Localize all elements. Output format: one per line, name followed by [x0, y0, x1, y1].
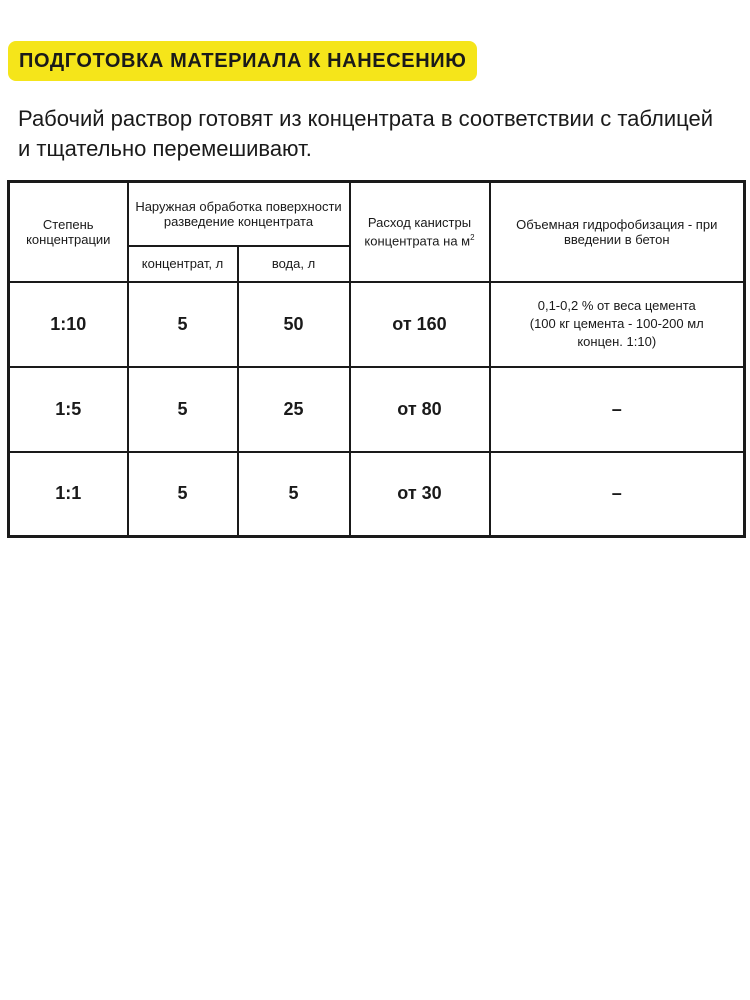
- section-title: ПОДГОТОВКА МАТЕРИАЛА К НАНЕСЕНИЮ: [19, 49, 467, 72]
- table-row: [9, 452, 745, 537]
- cell-consumption: от 30: [350, 452, 490, 537]
- header-degree: Степень концентрации: [9, 182, 128, 282]
- cell-volume-line: концен. 1:10): [577, 334, 657, 349]
- cell-ratio: 1:1: [9, 452, 128, 537]
- cell-consumption: от 80: [350, 367, 490, 452]
- table-header-row: [9, 182, 745, 246]
- cell-water: 50: [238, 282, 350, 367]
- cell-volume-line: 0,1-0,2 % от веса цемента: [537, 298, 696, 313]
- section-title-banner: [8, 41, 477, 81]
- header-consumption-sup: 2: [470, 233, 475, 243]
- cell-concentrate: 5: [128, 367, 238, 452]
- header-water: вода, л: [238, 246, 350, 282]
- cell-water: 5: [238, 452, 350, 537]
- cell-volume: –: [490, 367, 745, 452]
- header-volume: Объемная гидрофобизация - при введении в бетон: [490, 182, 745, 282]
- header-consumption: [350, 182, 490, 282]
- header-outer-treatment: Наружная обработка поверхности разведение концентрата: [128, 182, 350, 246]
- cell-ratio: 1:10: [9, 282, 128, 367]
- table-row: [9, 282, 745, 367]
- cell-concentrate: 5: [128, 452, 238, 537]
- cell-volume: [490, 282, 745, 367]
- cell-volume: –: [490, 452, 745, 537]
- dilution-table: [7, 180, 746, 538]
- cell-water: 25: [238, 367, 350, 452]
- cell-concentrate: 5: [128, 282, 238, 367]
- cell-ratio: 1:5: [9, 367, 128, 452]
- cell-volume-line: (100 кг цемента - 100-200 мл: [529, 316, 704, 331]
- cell-consumption: от 160: [350, 282, 490, 367]
- table-row: [9, 367, 745, 452]
- header-consumption-text: Расход канистры концентрата на м: [364, 215, 472, 249]
- header-concentrate: концентрат, л: [128, 246, 238, 282]
- intro-paragraph: Рабочий раствор готовят из концентрата в соответствии с таблицей и тщательно перемешивают.: [18, 106, 714, 161]
